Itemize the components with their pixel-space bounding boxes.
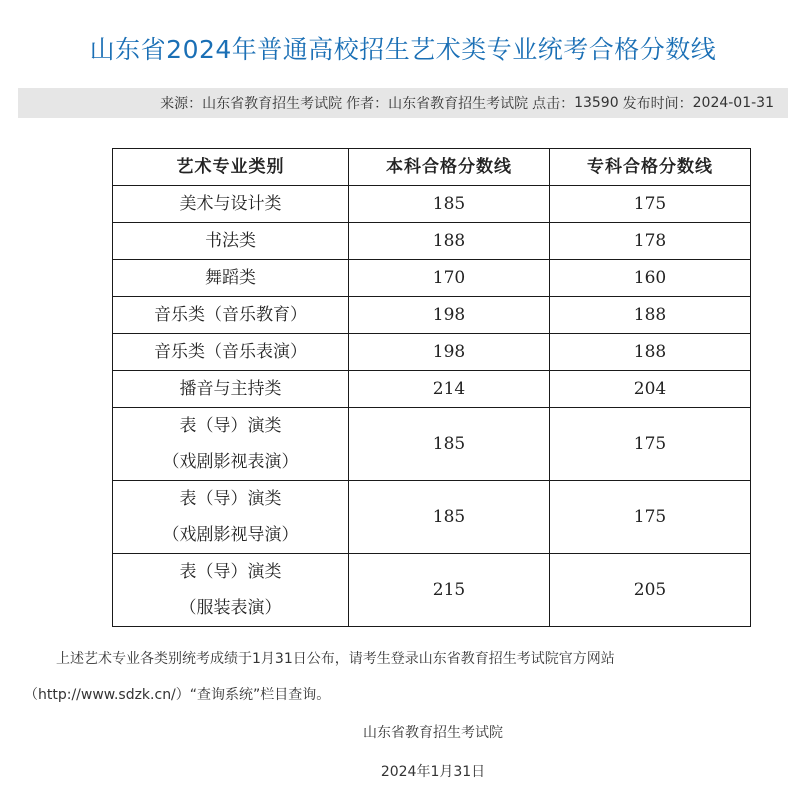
category-line1: 表（导）演类 (179, 416, 282, 436)
bachelor-score-cell: 198 (349, 297, 550, 334)
category-cell (113, 481, 349, 554)
category-cell: 音乐类（音乐教育） (113, 297, 349, 334)
issuer-signature: 山东省教育招生考试院 (363, 725, 503, 741)
junior-score-cell: 205 (550, 554, 751, 627)
category-cell: 书法类 (113, 223, 349, 260)
header-junior: 专科合格分数线 (550, 149, 751, 186)
category-cell (113, 554, 349, 627)
category-line2: （戏剧影视表演） (162, 452, 299, 472)
bachelor-score-cell: 214 (349, 371, 550, 408)
source-label: 来源： (160, 96, 203, 112)
table-row (113, 408, 751, 481)
category-cell: 美术与设计类 (113, 186, 349, 223)
junior-score-cell: 188 (550, 297, 751, 334)
junior-score-cell: 188 (550, 334, 751, 371)
table-header-row (113, 149, 751, 186)
junior-score-cell: 175 (550, 481, 751, 554)
junior-score-cell: 178 (550, 223, 751, 260)
category-cell: 音乐类（音乐表演） (113, 334, 349, 371)
table-row (113, 260, 751, 297)
issue-date: 2024年1月31日 (380, 764, 486, 780)
category-line1: 表（导）演类 (179, 562, 282, 582)
category-line2: （戏剧影视导演） (162, 525, 299, 545)
publish-label: 发布时间： (622, 96, 693, 112)
junior-score-cell: 175 (550, 186, 751, 223)
bachelor-score-cell: 185 (349, 481, 550, 554)
header-bachelor: 本科合格分数线 (349, 149, 550, 186)
junior-score-cell: 204 (550, 371, 751, 408)
table-row (113, 334, 751, 371)
bachelor-score-cell: 188 (349, 223, 550, 260)
table-row (113, 223, 751, 260)
article-meta-bar (18, 88, 788, 118)
header-category: 艺术专业类别 (113, 149, 349, 186)
bachelor-score-cell: 198 (349, 334, 550, 371)
category-line1: 表（导）演类 (179, 489, 282, 509)
author-label: 作者： (346, 96, 389, 112)
table-row (113, 186, 751, 223)
table-row (113, 371, 751, 408)
category-cell: 播音与主持类 (113, 371, 349, 408)
announcement-note-line1: 上述艺术专业各类别统考成绩于1月31日公布，请考生登录山东省教育招生考试院官方网站 (56, 651, 615, 667)
bachelor-score-cell: 170 (349, 260, 550, 297)
score-table (112, 148, 751, 627)
table-row (113, 554, 751, 627)
table-row (113, 481, 751, 554)
junior-score-cell: 160 (550, 260, 751, 297)
category-line2: （服装表演） (179, 598, 282, 618)
table-row (113, 297, 751, 334)
junior-score-cell: 175 (550, 408, 751, 481)
source-value: 山东省教育招生考试院 (202, 96, 343, 112)
bachelor-score-cell: 215 (349, 554, 550, 627)
publish-date: 2024-01-31 (692, 95, 774, 111)
category-cell (113, 408, 349, 481)
author-value: 山东省教育招生考试院 (388, 96, 529, 112)
clicks-value: 13590 (574, 95, 619, 111)
announcement-note-line2: （http://www.sdzk.cn/）“查询系统”栏目查询。 (24, 687, 331, 703)
page-title: 山东省2024年普通高校招生艺术类专业统考合格分数线 (89, 35, 717, 64)
clicks-label: 点击： (532, 96, 575, 112)
bachelor-score-cell: 185 (349, 186, 550, 223)
bachelor-score-cell: 185 (349, 408, 550, 481)
category-cell: 舞蹈类 (113, 260, 349, 297)
